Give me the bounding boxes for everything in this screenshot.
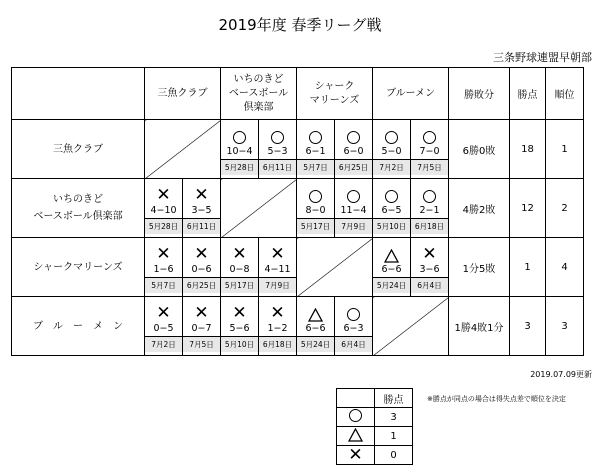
match-cell bbox=[335, 120, 373, 179]
match-date: 7月2日 bbox=[373, 159, 410, 175]
match-cell bbox=[335, 297, 373, 356]
loss-cross-icon: ✕ bbox=[156, 185, 171, 205]
match-date: 5月24日 bbox=[373, 277, 410, 293]
match-cell bbox=[259, 238, 297, 297]
match-cell bbox=[145, 179, 183, 238]
match-date: 5月10日 bbox=[221, 336, 258, 352]
win-circle-icon bbox=[349, 409, 362, 422]
match-date: 5月17日 bbox=[221, 277, 258, 293]
column-header-points: 勝点 bbox=[510, 68, 546, 120]
win-circle-icon bbox=[309, 190, 322, 203]
row-points: 12 bbox=[510, 179, 546, 238]
match-score: 7−0 bbox=[419, 146, 440, 157]
match-cell bbox=[411, 179, 449, 238]
row-team-name: シャークマリーンズ bbox=[12, 238, 145, 297]
match-score: 1−2 bbox=[267, 323, 288, 334]
loss-cross-icon: ✕ bbox=[194, 185, 209, 205]
win-circle-icon bbox=[233, 131, 246, 144]
win-circle-icon bbox=[385, 190, 398, 203]
match-cell bbox=[297, 297, 335, 356]
match-score: 6−6 bbox=[381, 264, 402, 275]
self-match-diagonal bbox=[145, 120, 221, 179]
column-header-team: シャーク マリーンズ bbox=[297, 68, 373, 120]
row-record: 4勝2敗 bbox=[449, 179, 510, 238]
draw-triangle-icon bbox=[308, 308, 323, 322]
loss-cross-icon: ✕ bbox=[156, 303, 171, 323]
loss-cross-icon: ✕ bbox=[270, 303, 285, 323]
loss-cross-icon: ✕ bbox=[194, 303, 209, 323]
legend-points-value: 0 bbox=[375, 446, 413, 465]
row-team-name: 三魚クラブ bbox=[12, 120, 145, 179]
match-date: 7月9日 bbox=[259, 277, 296, 293]
match-cell bbox=[221, 297, 259, 356]
row-points: 1 bbox=[510, 238, 546, 297]
row-rank: 3 bbox=[546, 297, 584, 356]
loss-cross-icon: ✕ bbox=[270, 244, 285, 264]
match-date: 5月24日 bbox=[297, 336, 334, 352]
match-date: 6月11日 bbox=[259, 159, 296, 175]
match-date: 7月2日 bbox=[145, 336, 182, 352]
league-standings-table bbox=[11, 67, 584, 356]
legend-symbol bbox=[337, 427, 375, 446]
match-date: 6月11日 bbox=[183, 218, 220, 234]
table-row bbox=[12, 179, 584, 238]
match-cell bbox=[297, 120, 335, 179]
row-rank: 2 bbox=[546, 179, 584, 238]
match-date: 6月4日 bbox=[411, 277, 448, 293]
match-score: 10−4 bbox=[226, 146, 253, 157]
match-score: 0−8 bbox=[229, 264, 250, 275]
loss-cross-icon: ✕ bbox=[422, 244, 437, 264]
match-score: 1−6 bbox=[153, 264, 174, 275]
match-score: 6−6 bbox=[305, 323, 326, 334]
match-cell bbox=[183, 179, 221, 238]
match-date: 5月28日 bbox=[145, 218, 182, 234]
corner-cell bbox=[12, 68, 145, 120]
updated-date: 2019.07.09更新 bbox=[530, 370, 592, 379]
match-cell bbox=[411, 120, 449, 179]
match-cell bbox=[411, 238, 449, 297]
loss-cross-icon: ✕ bbox=[348, 444, 363, 465]
match-date: 5月7日 bbox=[145, 277, 182, 293]
match-score: 6−3 bbox=[343, 323, 364, 334]
match-date: 5月7日 bbox=[297, 159, 334, 175]
match-date: 5月17日 bbox=[297, 218, 334, 234]
legend-symbol bbox=[337, 408, 375, 427]
draw-triangle-icon bbox=[348, 428, 363, 442]
match-cell bbox=[373, 238, 411, 297]
match-date: 6月18日 bbox=[411, 218, 448, 234]
match-cell bbox=[221, 120, 259, 179]
match-score: 6−1 bbox=[305, 146, 326, 157]
win-circle-icon bbox=[423, 190, 436, 203]
match-cell bbox=[183, 238, 221, 297]
loss-cross-icon: ✕ bbox=[232, 244, 247, 264]
column-header-rank: 順位 bbox=[546, 68, 584, 120]
win-circle-icon bbox=[347, 308, 360, 321]
match-score: 3−5 bbox=[191, 205, 212, 216]
loss-cross-icon: ✕ bbox=[156, 244, 171, 264]
legend-points-value: 1 bbox=[375, 427, 413, 446]
row-rank: 4 bbox=[546, 238, 584, 297]
match-date: 7月5日 bbox=[183, 336, 220, 352]
points-legend-table bbox=[336, 388, 413, 465]
match-date: 6月18日 bbox=[259, 336, 296, 352]
row-rank: 1 bbox=[546, 120, 584, 179]
loss-cross-icon: ✕ bbox=[194, 244, 209, 264]
match-cell bbox=[259, 297, 297, 356]
legend-points-value: 3 bbox=[375, 408, 413, 427]
win-circle-icon bbox=[385, 131, 398, 144]
match-cell bbox=[373, 179, 411, 238]
match-cell bbox=[183, 297, 221, 356]
match-score: 0−6 bbox=[191, 264, 212, 275]
match-score: 5−6 bbox=[229, 323, 250, 334]
match-score: 6−5 bbox=[381, 205, 402, 216]
table-row bbox=[12, 120, 584, 179]
column-header-team: ブルーメン bbox=[373, 68, 449, 120]
legend-symbol bbox=[337, 446, 375, 465]
match-cell bbox=[221, 238, 259, 297]
organizer-label: 三条野球連盟早朝部 bbox=[493, 51, 592, 64]
match-date: 6月25日 bbox=[335, 159, 372, 175]
win-circle-icon bbox=[347, 190, 360, 203]
self-match-diagonal bbox=[297, 238, 373, 297]
win-circle-icon bbox=[423, 131, 436, 144]
match-cell bbox=[145, 238, 183, 297]
column-header-team: 三魚クラブ bbox=[145, 68, 221, 120]
match-score: 0−7 bbox=[191, 323, 212, 334]
match-score: 6−0 bbox=[343, 146, 364, 157]
legend-corner bbox=[337, 389, 375, 408]
self-match-diagonal bbox=[373, 297, 449, 356]
win-circle-icon bbox=[347, 131, 360, 144]
legend-row bbox=[337, 427, 413, 446]
row-points: 3 bbox=[510, 297, 546, 356]
table-row bbox=[12, 297, 584, 356]
row-team-name: いちのきど ベースボール倶楽部 bbox=[12, 179, 145, 238]
loss-cross-icon: ✕ bbox=[232, 303, 247, 323]
row-points: 18 bbox=[510, 120, 546, 179]
match-cell bbox=[297, 179, 335, 238]
match-date: 5月28日 bbox=[221, 159, 258, 175]
draw-triangle-icon bbox=[384, 249, 399, 263]
self-match-diagonal bbox=[221, 179, 297, 238]
match-score: 0−5 bbox=[153, 323, 174, 334]
match-date: 6月4日 bbox=[335, 336, 372, 352]
win-circle-icon bbox=[309, 131, 322, 144]
legend-row bbox=[337, 408, 413, 427]
match-score: 2−1 bbox=[419, 205, 440, 216]
win-circle-icon bbox=[271, 131, 284, 144]
row-record: 1勝4敗1分 bbox=[449, 297, 510, 356]
match-cell bbox=[335, 179, 373, 238]
match-cell bbox=[373, 120, 411, 179]
match-cell bbox=[259, 120, 297, 179]
match-cell bbox=[145, 297, 183, 356]
row-record: 1分5敗 bbox=[449, 238, 510, 297]
page-title: 2019年度 春季リーグ戦 bbox=[218, 16, 382, 34]
match-date: 6月25日 bbox=[183, 277, 220, 293]
legend-row bbox=[337, 446, 413, 465]
match-date: 7月5日 bbox=[411, 159, 448, 175]
tiebreak-note: ※勝点が同点の場合は得失点差で順位を決定 bbox=[427, 395, 566, 403]
legend-header-points: 勝点 bbox=[375, 389, 413, 408]
match-score: 5−3 bbox=[267, 146, 288, 157]
match-score: 3−6 bbox=[419, 264, 440, 275]
row-record: 6勝0敗 bbox=[449, 120, 510, 179]
match-score: 11−4 bbox=[340, 205, 367, 216]
match-score: 8−0 bbox=[305, 205, 326, 216]
match-date: 5月10日 bbox=[373, 218, 410, 234]
match-date: 7月9日 bbox=[335, 218, 372, 234]
match-score: 4−10 bbox=[150, 205, 177, 216]
row-team-name: ブ ル ー メ ン bbox=[12, 297, 145, 356]
match-score: 5−0 bbox=[381, 146, 402, 157]
match-score: 4−11 bbox=[264, 264, 291, 275]
column-header-record: 勝敗分 bbox=[449, 68, 510, 120]
table-row bbox=[12, 238, 584, 297]
column-header-team: いちのきど ベースボール 倶楽部 bbox=[221, 68, 297, 120]
